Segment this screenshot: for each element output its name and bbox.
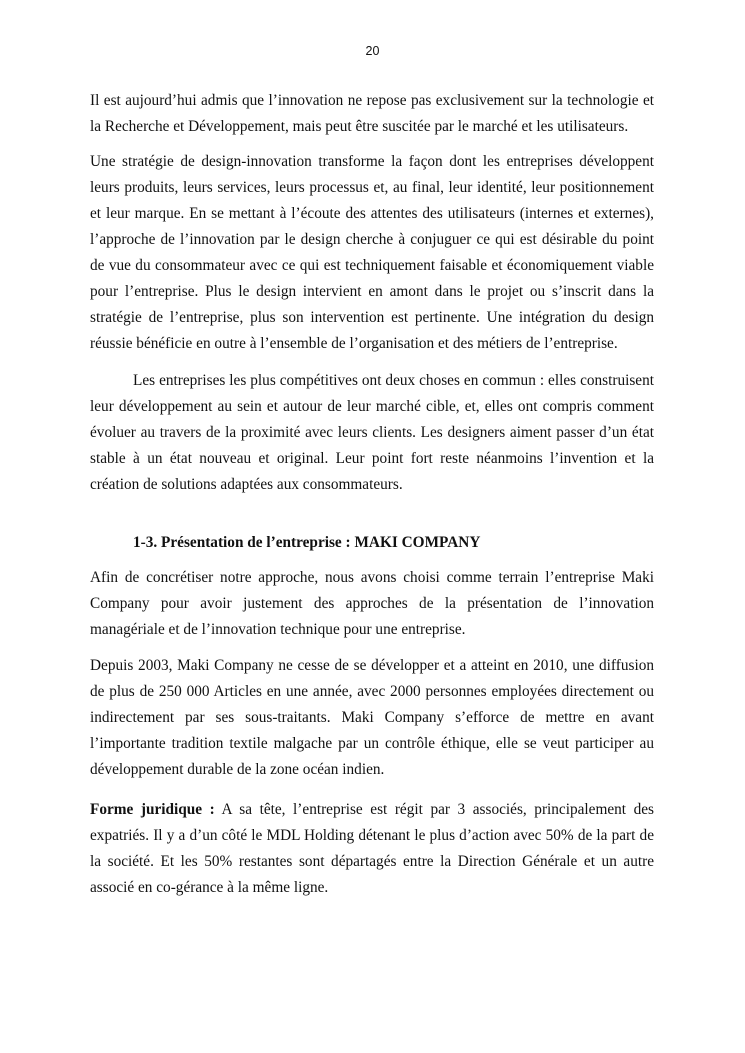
paragraph-approach: Afin de concrétiser notre approche, nous avons choisi comme terrain l’entreprise Maki Company pour avoir justement des approches de la présentation de l’innovation managériale et de l’innovation technique pour une entreprise. [90,569,654,638]
legal-form-text: A sa tête, l’entreprise est régit par 3 associés, principalement des expatriés. Il y a d’un côté le MDL Holding détenant le plus d’action avec 50% de la part de la société. Et les 50% restantes sont départagés entre la Direction Générale et un autre associé en co-gérance à la même ligne. [90,801,654,896]
page-content [90,88,654,901]
section-heading: 1-3. Présentation de l’entreprise : MAKI COMPANY [133,534,481,551]
paragraph-design-strategy: Une stratégie de design-innovation transforme la façon dont les entreprises développent leurs produits, leurs services, leurs processus et, au final, leur identité, leur positionnement et leur marque. En se mettant à l’écoute des attentes des utilisateurs (internes et externes), l’approche de l’innovation par le design cherche à conjuguer ce qui est désirable du point de vue du consommateur avec ce qui est techniquement faisable et économiquement viable pour l’entreprise. Plus le design intervient en amont dans le projet ou s’inscrit dans la stratégie de l’entreprise, plus son intervention est pertinente. Une intégration du design réussie bénéficie en outre à l’ensemble de l’organisation et des métiers de l’entreprise. [90,153,654,352]
paragraph-innovation-intro: Il est aujourd’hui admis que l’innovation ne repose pas exclusivement sur la technologie et la Recherche et Développement, mais peut être suscitée par le marché et les utilisateurs. [90,92,654,135]
page-number: 20 [365,44,380,58]
paragraph-company-history: Depuis 2003, Maki Company ne cesse de se développer et a atteint en 2010, une diffusion de plus de 250 000 Articles en une année, avec 2000 personnes employées directement ou indirectement par ses sous-traitants. Maki Company s’efforce de mettre en avant l’importante tradition textile malgache par un contrôle éthique, elle se veut participer au développement durable de la zone océan indien. [90,657,654,778]
paragraph-legal-form [90,797,654,901]
paragraph-competitive-companies: Les entreprises les plus compétitives ont deux choses en commun : elles construisent leur développement au sein et autour de leur marché cible, et, elles ont compris comment évoluer au travers de la proximité avec leurs clients. Les designers aiment passer d’un état stable à un état nouveau et original. Leur point fort reste néanmoins l’invention et la création de solutions adaptées aux consommateurs. [90,372,654,493]
legal-form-label: Forme juridique : [90,801,215,818]
